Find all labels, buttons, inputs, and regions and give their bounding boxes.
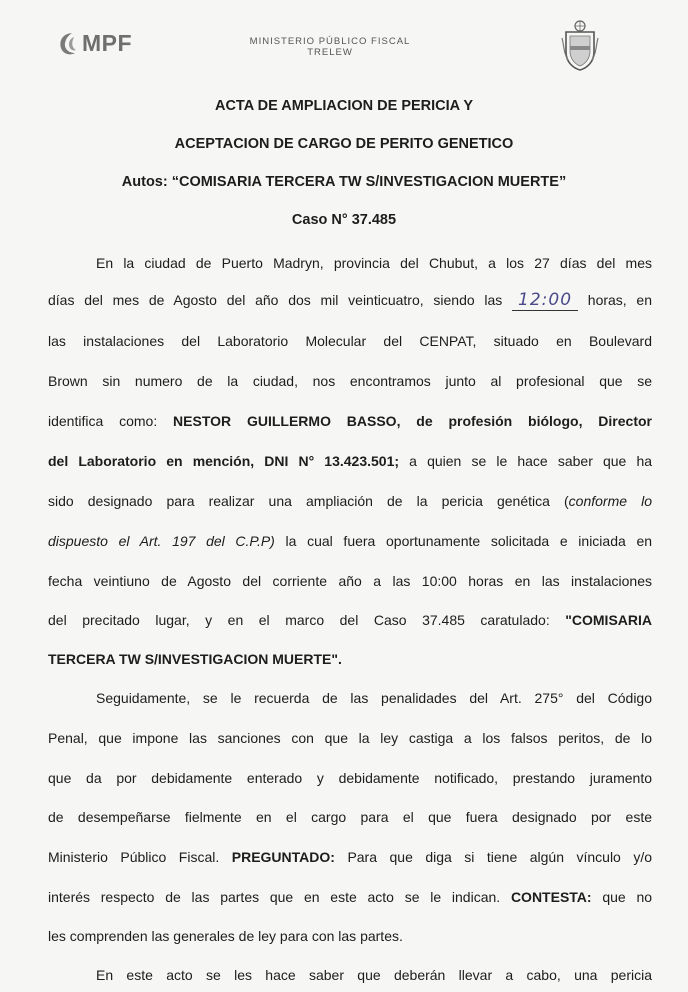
body-line: sido designado para realizar una ampliación de la pericia genética (conforme lo bbox=[48, 493, 652, 509]
body-line: fecha veintiuno de Agosto del corriente año a las 10:00 horas en las instalaciones bbox=[48, 573, 652, 589]
body-line: TERCERA TW S/INVESTIGACION MUERTE". bbox=[48, 651, 342, 667]
org-line-1: MINISTERIO PÚBLICO FISCAL bbox=[249, 36, 411, 47]
autos-caption: Autos: “COMISARIA TERCERA TW S/INVESTIGACION MUERTE” bbox=[121, 174, 567, 190]
body-line: dispuesto el Art. 197 del C.P.P) la cual fuera oportunamente solicitada e iniciada en bbox=[48, 533, 653, 549]
mpf-logo-mark-icon bbox=[58, 31, 80, 57]
organization-name bbox=[200, 36, 460, 58]
org-line-2: TRELEW bbox=[307, 47, 353, 58]
body-line: identifica como: NESTOR GUILLERMO BASSO, de profesión biólogo, Director bbox=[48, 413, 652, 429]
body-line: del precitado lugar, y en el marco del Caso 37.485 caratulado: "COMISARIA bbox=[48, 612, 652, 628]
coat-of-arms-icon bbox=[560, 18, 600, 72]
body-line: las instalaciones del Laboratorio Molecular del CENPAT, situado en Boulevard bbox=[48, 333, 652, 349]
expert-name: NESTOR GUILLERMO BASSO, de profesión biólogo, Director bbox=[173, 413, 652, 429]
body-line: del Laboratorio en mención, DNI N° 13.423.501; a quien se le hace saber que ha bbox=[48, 453, 653, 469]
body-line: Ministerio Público Fiscal. PREGUNTADO: Para que diga si tiene algún vínculo y/o bbox=[48, 849, 653, 865]
body-line: Seguidamente, se le recuerda de las penalidades del Art. 275° del Código bbox=[96, 690, 652, 706]
mpf-logo bbox=[58, 30, 132, 57]
document-title-line-2: ACEPTACION DE CARGO DE PERITO GENETICO bbox=[174, 136, 514, 152]
expert-id: del Laboratorio en mención, DNI N° 13.423.501; bbox=[48, 453, 400, 469]
handwritten-time: 12:00 bbox=[512, 290, 578, 311]
logo-text: MPF bbox=[82, 30, 133, 56]
body-line: En este acto se les hace saber que deberán llevar a cabo, una pericia bbox=[96, 967, 652, 983]
body-line: que da por debidamente enterado y debidamente notificado, prestando juramento bbox=[48, 770, 652, 786]
body-line: días del mes de Agosto del año dos mil veinticuatro, siendo las 12:00 horas, en bbox=[48, 290, 653, 310]
body-line: les comprenden las generales de ley para con las partes. bbox=[48, 928, 403, 944]
body-line: En la ciudad de Puerto Madryn, provincia del Chubut, a los 27 días del mes bbox=[96, 255, 652, 271]
body-line: interés respecto de las partes que en este acto se le indican. CONTESTA: que no bbox=[48, 889, 653, 905]
body-line: Penal, que impone las sanciones con que la ley castiga a los falsos peritos, de lo bbox=[48, 730, 652, 746]
case-number: Caso N° 37.485 bbox=[291, 212, 397, 228]
body-line: de desempeñarse fielmente en el cargo para el que fuera designado por este bbox=[48, 809, 652, 825]
body-line: Brown sin numero de la ciudad, nos encontramos junto al profesional que se bbox=[48, 373, 652, 389]
document-title-line-1: ACTA DE AMPLIACION DE PERICIA Y bbox=[214, 98, 474, 114]
